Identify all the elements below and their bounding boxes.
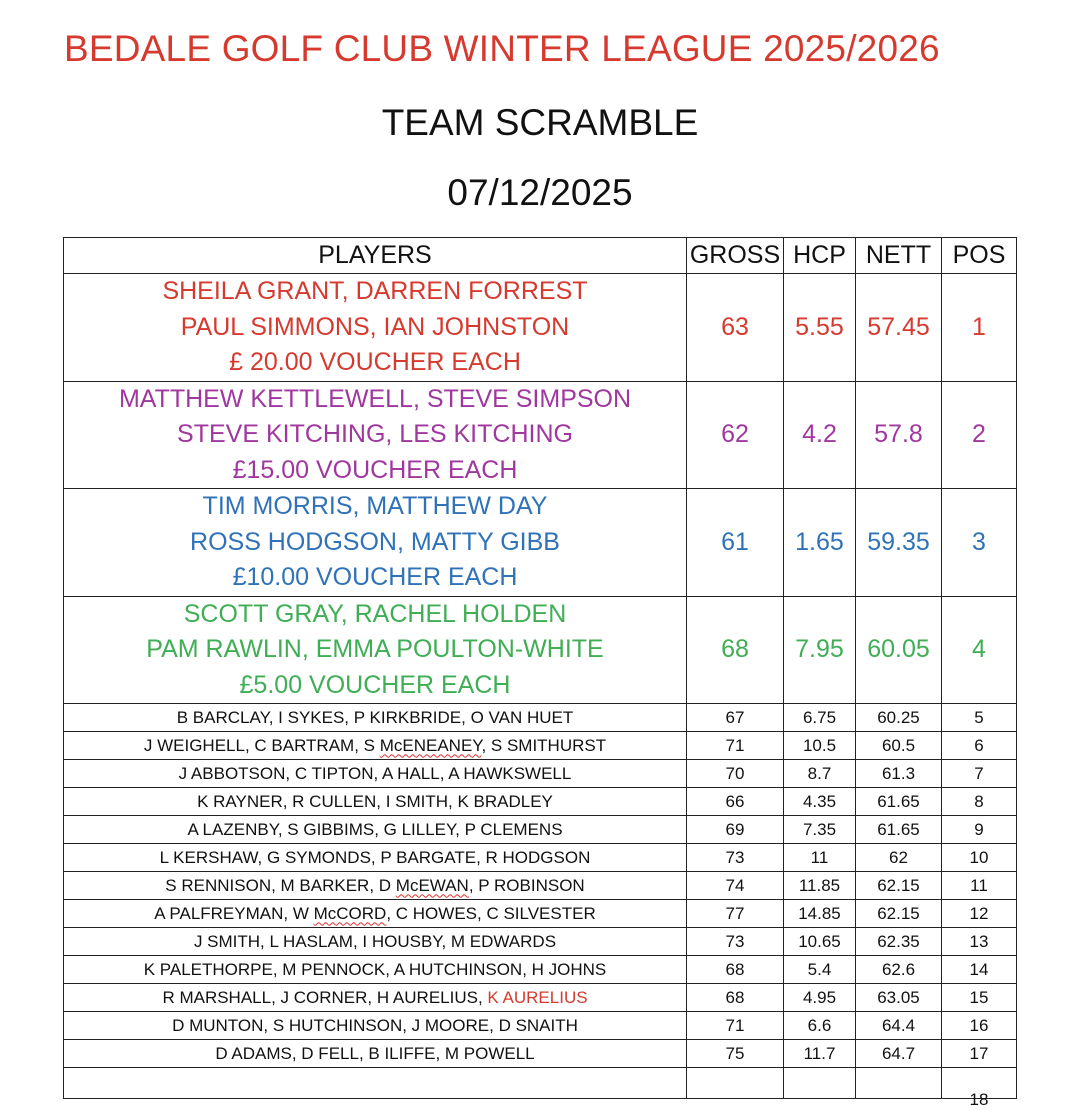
- players-cell: K PALETHORPE, M PENNOCK, A HUTCHINSON, H JOHNS: [64, 956, 687, 984]
- spellcheck-flagged-name: McCORD: [313, 903, 387, 923]
- players-text: J WEIGHELL, C BARTRAM, S: [143, 735, 380, 755]
- competition-date: 07/12/2025: [447, 172, 633, 213]
- gross-cell: 74: [687, 872, 784, 900]
- players-text: , S SMITHURST: [481, 735, 607, 755]
- team-players-cell: [64, 596, 687, 704]
- gross-cell: 66: [687, 788, 784, 816]
- players-cell: L KERSHAW, G SYMONDS, P BARGATE, R HODGSON: [64, 844, 687, 872]
- gross-cell: 67: [687, 704, 784, 732]
- gross-cell: [687, 1068, 784, 1099]
- pos-cell: 12: [942, 900, 1017, 928]
- players-cell: D ADAMS, D FELL, B ILIFFE, M POWELL: [64, 1040, 687, 1068]
- gross-cell: 70: [687, 760, 784, 788]
- table-header-row: [64, 238, 1017, 274]
- nett-cell: 64.7: [856, 1040, 942, 1068]
- pos-cell: 10: [942, 844, 1017, 872]
- team-hcp-cell: 1.65: [784, 489, 856, 597]
- table-row: [64, 900, 1017, 928]
- team-players-line: SHEILA GRANT, DARREN FORREST: [162, 277, 588, 305]
- pos-cell: 15: [942, 984, 1017, 1012]
- pos-cell: [942, 1068, 1017, 1109]
- column-header-gross: GROSS: [687, 238, 784, 274]
- column-header-players: PLAYERS: [64, 238, 687, 274]
- nett-cell: 62: [856, 844, 942, 872]
- players-cell: [64, 900, 687, 928]
- pos-cell: 7: [942, 760, 1017, 788]
- team-players-cell: [64, 381, 687, 489]
- team-hcp-cell: 5.55: [784, 274, 856, 382]
- table-row: [64, 788, 1017, 816]
- gross-cell: 73: [687, 928, 784, 956]
- table-row: [64, 844, 1017, 872]
- nett-cell: 62.6: [856, 956, 942, 984]
- team-players-cell: [64, 489, 687, 597]
- third-place-team-row: [64, 489, 1017, 597]
- team-players-line: SCOTT GRAY, RACHEL HOLDEN: [183, 599, 567, 628]
- pos-cell: 11: [942, 872, 1017, 900]
- players-cell: K RAYNER, R CULLEN, I SMITH, K BRADLEY: [64, 788, 687, 816]
- team-prize: £10.00 VOUCHER EACH: [232, 563, 518, 591]
- gross-cell: 73: [687, 844, 784, 872]
- table-row: [64, 816, 1017, 844]
- nett-cell: 61.3: [856, 760, 942, 788]
- hcp-cell: 10.65: [784, 928, 856, 956]
- hcp-cell: 7.35: [784, 816, 856, 844]
- team-players-line: PAUL SIMMONS, IAN JOHNSTON: [180, 312, 570, 341]
- team-hcp-cell: 7.95: [784, 596, 856, 704]
- first-place-team-row: [64, 274, 1017, 382]
- players-text: A PALFREYMAN, W: [154, 903, 314, 923]
- players-cell: A LAZENBY, S GIBBIMS, G LILLEY, P CLEMENS: [64, 816, 687, 844]
- players-cell: B BARCLAY, I SYKES, P KIRKBRIDE, O VAN HUET: [64, 704, 687, 732]
- table-row: [64, 984, 1017, 1012]
- nett-cell: 63.05: [856, 984, 942, 1012]
- team-gross-cell: 62: [687, 381, 784, 489]
- hcp-cell: 8.7: [784, 760, 856, 788]
- team-players-line: MATTHEW KETTLEWELL, STEVE SIMPSON: [118, 384, 632, 413]
- team-players-line: TIM MORRIS, MATTHEW DAY: [202, 492, 548, 520]
- table-row: [64, 732, 1017, 760]
- team-pos-cell: 1: [942, 274, 1017, 382]
- gross-cell: 75: [687, 1040, 784, 1068]
- pos-value: 18: [969, 1090, 989, 1109]
- team-players-line: ROSS HODGSON, MATTY GIBB: [190, 527, 560, 556]
- gross-cell: 71: [687, 1012, 784, 1040]
- pos-cell: 17: [942, 1040, 1017, 1068]
- spellcheck-flagged-name: McEWAN: [395, 875, 469, 895]
- gross-cell: 68: [687, 984, 784, 1012]
- team-pos-cell: 4: [942, 596, 1017, 704]
- team-prize: £5.00 VOUCHER EACH: [239, 670, 511, 699]
- nett-cell: [856, 1068, 942, 1099]
- hcp-cell: 11: [784, 844, 856, 872]
- team-hcp-cell: 4.2: [784, 381, 856, 489]
- team-gross-cell: 61: [687, 489, 784, 597]
- pos-cell: 5: [942, 704, 1017, 732]
- team-nett-cell: 59.35: [856, 489, 942, 597]
- nett-cell: 60.5: [856, 732, 942, 760]
- second-place-team-row: [64, 381, 1017, 489]
- hcp-cell: 11.85: [784, 872, 856, 900]
- gross-cell: 71: [687, 732, 784, 760]
- column-header-pos: POS: [942, 238, 1017, 274]
- players-text: , C HOWES, C SILVESTER: [386, 903, 596, 923]
- nett-cell: 62.15: [856, 900, 942, 928]
- team-players-line: PAM RAWLIN, EMMA POULTON-WHITE: [146, 635, 604, 663]
- players-text: R MARSHALL, J CORNER, H AURELIUS,: [162, 987, 488, 1007]
- team-players-cell: [64, 274, 687, 382]
- gross-cell: 77: [687, 900, 784, 928]
- team-prize: £15.00 VOUCHER EACH: [232, 455, 518, 484]
- table-row: [64, 1040, 1017, 1068]
- table-row: [64, 1012, 1017, 1040]
- nett-cell: 60.25: [856, 704, 942, 732]
- table-row: [64, 704, 1017, 732]
- highlighted-player-name: K AURELIUS: [487, 987, 588, 1007]
- hcp-cell: 4.35: [784, 788, 856, 816]
- gross-cell: 69: [687, 816, 784, 844]
- hcp-cell: [784, 1068, 856, 1099]
- pos-cell: 13: [942, 928, 1017, 956]
- results-table: [63, 237, 1017, 1109]
- nett-cell: 62.35: [856, 928, 942, 956]
- pos-cell: 16: [942, 1012, 1017, 1040]
- nett-cell: 61.65: [856, 816, 942, 844]
- team-nett-cell: 60.05: [856, 596, 942, 704]
- gross-cell: 68: [687, 956, 784, 984]
- players-text: S RENNISON, M BARKER, D: [165, 875, 396, 895]
- players-cell: D MUNTON, S HUTCHINSON, J MOORE, D SNAITH: [64, 1012, 687, 1040]
- players-cell: [64, 1068, 687, 1099]
- pos-cell: 9: [942, 816, 1017, 844]
- nett-cell: 62.15: [856, 872, 942, 900]
- players-cell: J SMITH, L HASLAM, I HOUSBY, M EDWARDS: [64, 928, 687, 956]
- team-gross-cell: 63: [687, 274, 784, 382]
- pos-cell: 6: [942, 732, 1017, 760]
- players-cell: [64, 732, 687, 760]
- pos-cell: 8: [942, 788, 1017, 816]
- team-players-line: STEVE KITCHING, LES KITCHING: [177, 420, 573, 448]
- hcp-cell: 11.7: [784, 1040, 856, 1068]
- players-text: , P ROBINSON: [468, 875, 585, 895]
- team-pos-cell: 3: [942, 489, 1017, 597]
- players-cell: [64, 872, 687, 900]
- table-row: [64, 872, 1017, 900]
- table-row: [64, 760, 1017, 788]
- column-header-hcp: HCP: [784, 238, 856, 274]
- table-row: [64, 956, 1017, 984]
- team-pos-cell: 2: [942, 381, 1017, 489]
- hcp-cell: 5.4: [784, 956, 856, 984]
- team-prize: £ 20.00 VOUCHER EACH: [229, 348, 521, 376]
- hcp-cell: 14.85: [784, 900, 856, 928]
- table-row: [64, 928, 1017, 956]
- team-gross-cell: 68: [687, 596, 784, 704]
- table-row: [64, 1068, 1017, 1099]
- hcp-cell: 10.5: [784, 732, 856, 760]
- players-cell: J ABBOTSON, C TIPTON, A HALL, A HAWKSWELL: [64, 760, 687, 788]
- hcp-cell: 6.75: [784, 704, 856, 732]
- nett-cell: 64.4: [856, 1012, 942, 1040]
- pos-cell: 14: [942, 956, 1017, 984]
- page-title: BEDALE GOLF CLUB WINTER LEAGUE 2025/2026: [64, 28, 940, 69]
- players-cell: [64, 984, 687, 1012]
- hcp-cell: 6.6: [784, 1012, 856, 1040]
- team-nett-cell: 57.8: [856, 381, 942, 489]
- fourth-place-team-row: [64, 596, 1017, 704]
- team-nett-cell: 57.45: [856, 274, 942, 382]
- competition-name: TEAM SCRAMBLE: [381, 102, 699, 143]
- hcp-cell: 4.95: [784, 984, 856, 1012]
- column-header-nett: NETT: [856, 238, 942, 274]
- nett-cell: 61.65: [856, 788, 942, 816]
- spellcheck-flagged-name: McENEANEY: [379, 735, 482, 755]
